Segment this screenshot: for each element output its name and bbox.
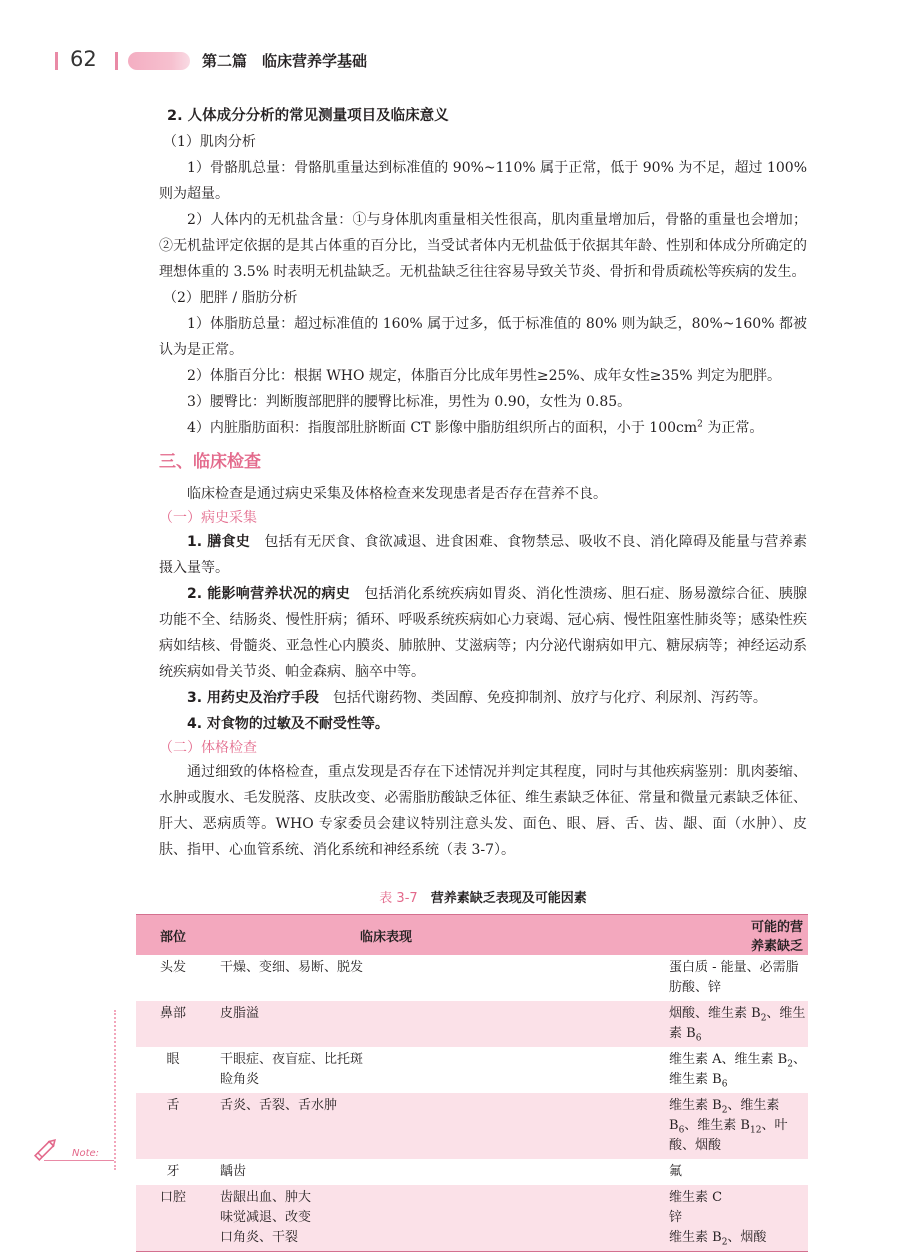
table-header-row [136, 915, 808, 956]
page-header [0, 44, 900, 76]
disease-history: 2. 能影响营养状况的病史 包括消化系统疾病如胃炎、消化性溃疡、胆石症、肠易激综合征、胰腺功能不全、结肠炎、慢性肝病；循环、呼吸系统疾病如心力衰竭、冠心病、慢性阻塞性肺炎等；感染性疾病如结核、骨髓炎、亚急性心内膜炎、肺脓肿、艾滋病等；内分泌代谢病如甲亢、糖尿病等；神经运动系统疾病如骨关节炎、帕金森病、脑卒中等。 [159, 586, 807, 680]
heading-body-composition: 2. 人体成分分析的常见测量项目及临床意义 [167, 108, 449, 124]
cell-nutrients: 维生素 A、维生素 $B_2$、维生素 $B_6$ [669, 1052, 806, 1090]
cell-signs: 干眼症、夜盲症、比托斑 睑角炎 [220, 1052, 364, 1087]
column-header-nutrients: 可能的营养素缺乏 [661, 915, 808, 956]
header-divider-left [55, 52, 58, 70]
subheading-history: （一）病史采集 [159, 510, 257, 526]
table-row [136, 1185, 808, 1252]
table-caption [159, 887, 807, 906]
fat-analysis-title: （2）肥胖 / 脂肪分析 [163, 290, 298, 306]
cell-part: 牙 [166, 1164, 180, 1179]
note-underline [44, 1160, 114, 1161]
table-title: 营养素缺乏表现及可能因素 [430, 891, 587, 906]
table-row [136, 1001, 808, 1047]
cell-signs: 干燥、变细、易断、脱发 [220, 960, 364, 975]
fat-item-4: 4）内脏脂肪面积：指腹部肚脐断面 CT 影像中脂肪组织所占的面积，小于 $100cm^2$ 为正常。 [187, 419, 764, 436]
cell-part: 舌 [136, 1093, 210, 1159]
header-divider-right [115, 52, 118, 70]
cell-signs: 齿龈出血、肿大 味觉减退、改变 口角炎、干裂 [210, 1185, 661, 1252]
table-row [136, 1093, 808, 1159]
fat-item-2: 2）体脂百分比：根据 WHO 规定，体脂百分比成年男性≥25%、成年女性≥35% 判定为肥胖。 [187, 368, 782, 384]
cell-nutrients: 氟 [669, 1164, 683, 1179]
cell-part: 鼻部 [136, 1001, 210, 1047]
cell-nutrients: 烟酸、维生素 $B_2$、维生素 $B_6$ [661, 1001, 808, 1047]
cell-part: 口腔 [136, 1185, 210, 1252]
column-header-signs: 临床表现 [210, 915, 661, 956]
physical-exam-text: 通过细致的体格检查，重点发现是否存在下述情况并判定其程度，同时与其他疾病鉴别：肌肉萎缩、水肿或腹水、毛发脱落、皮肤改变、必需脂肪酸缺乏体征、维生素缺乏体征、常量和微量元素缺乏体征、肝大、恶病质等。WHO 专家委员会建议特别注意头发、面色、眼、唇、舌、齿、龈、面（水肿）、皮肤、指甲、心血管系统、消化系统和神经系统（表 3-7）。 [159, 764, 807, 858]
cell-nutrients: 蛋白质 - 能量、必需脂肪酸、锌 [669, 960, 799, 995]
cell-signs: 舌炎、舌裂、舌水肿 [210, 1093, 661, 1159]
fat-item-1: 1）体脂肪总量：超过标准值的 160% 属于过多，低于标准值的 80% 则为缺乏，80%~160% 都被认为是正常。 [159, 316, 807, 358]
section-heading-clinical-exam: 三、临床检查 [159, 452, 261, 472]
table-row [136, 1159, 808, 1185]
drug-history: 3. 用药史及治疗手段 包括代谢药物、类固醇、免疫抑制剂、放疗与化疗、利尿剂、泻药等。 [187, 690, 767, 706]
muscle-item-2: 2）人体内的无机盐含量：①与身体肌肉重量相关性很高，肌肉重量增加后，骨骼的重量也会增加；②无机盐评定依据的是其占体重的百分比，当受试者体内无机盐低于依据其年龄、性别和体成分所确定的理想体重的 3.5% 时表明无机盐缺乏。无机盐缺乏往往容易导致关节炎、骨折和骨质疏松等疾病的发生。 [159, 212, 807, 280]
table-row [136, 955, 808, 1001]
page-number: 62 [70, 47, 97, 71]
diet-history: 1. 膳食史 包括有无厌食、食欲减退、进食困难、食物禁忌、吸收不良、消化障碍及能量与营养素摄入量等。 [159, 534, 808, 576]
cell-part: 头发 [159, 960, 186, 975]
cell-part: 眼 [166, 1052, 180, 1067]
subheading-physical-exam: （二）体格检查 [159, 740, 257, 756]
cell-signs: 皮脂溢 [210, 1001, 661, 1047]
table-row [136, 1047, 808, 1093]
nutrient-deficiency-table [136, 914, 808, 1252]
muscle-item-1: 1）骨骼肌总量：骨骼肌重量达到标准值的 90%~110% 属于正常，低于 90% 为不足，超过 100% 则为超量。 [159, 160, 807, 202]
header-decoration-pill [128, 52, 190, 70]
muscle-analysis-title: （1）肌肉分析 [163, 134, 256, 150]
margin-dotted-line [114, 1010, 116, 1170]
fat-item-3: 3）腰臀比：判断腹部肥胖的腰臀比标准，男性为 0.90，女性为 0.85。 [187, 394, 632, 410]
main-content [159, 103, 807, 863]
part-title: 第二篇 临床营养学基础 [202, 52, 368, 70]
cell-nutrients: 维生素 C 锌 维生素 $B_2$、烟酸 [661, 1185, 808, 1252]
cell-signs: 龋齿 [220, 1164, 247, 1179]
note-label: Note: [72, 1148, 100, 1159]
cell-nutrients: 维生素 $B_2$、维生素 $B_6$、维生素 $B_{12}$、叶酸、烟酸 [661, 1093, 808, 1159]
column-header-part: 部位 [136, 915, 210, 956]
table-number: 表 3-7 [379, 891, 418, 906]
food-allergy: 4. 对食物的过敏及不耐受性等。 [187, 716, 389, 732]
clinical-exam-intro: 临床检查是通过病史采集及体格检查来发现患者是否存在营养不良。 [187, 486, 607, 502]
